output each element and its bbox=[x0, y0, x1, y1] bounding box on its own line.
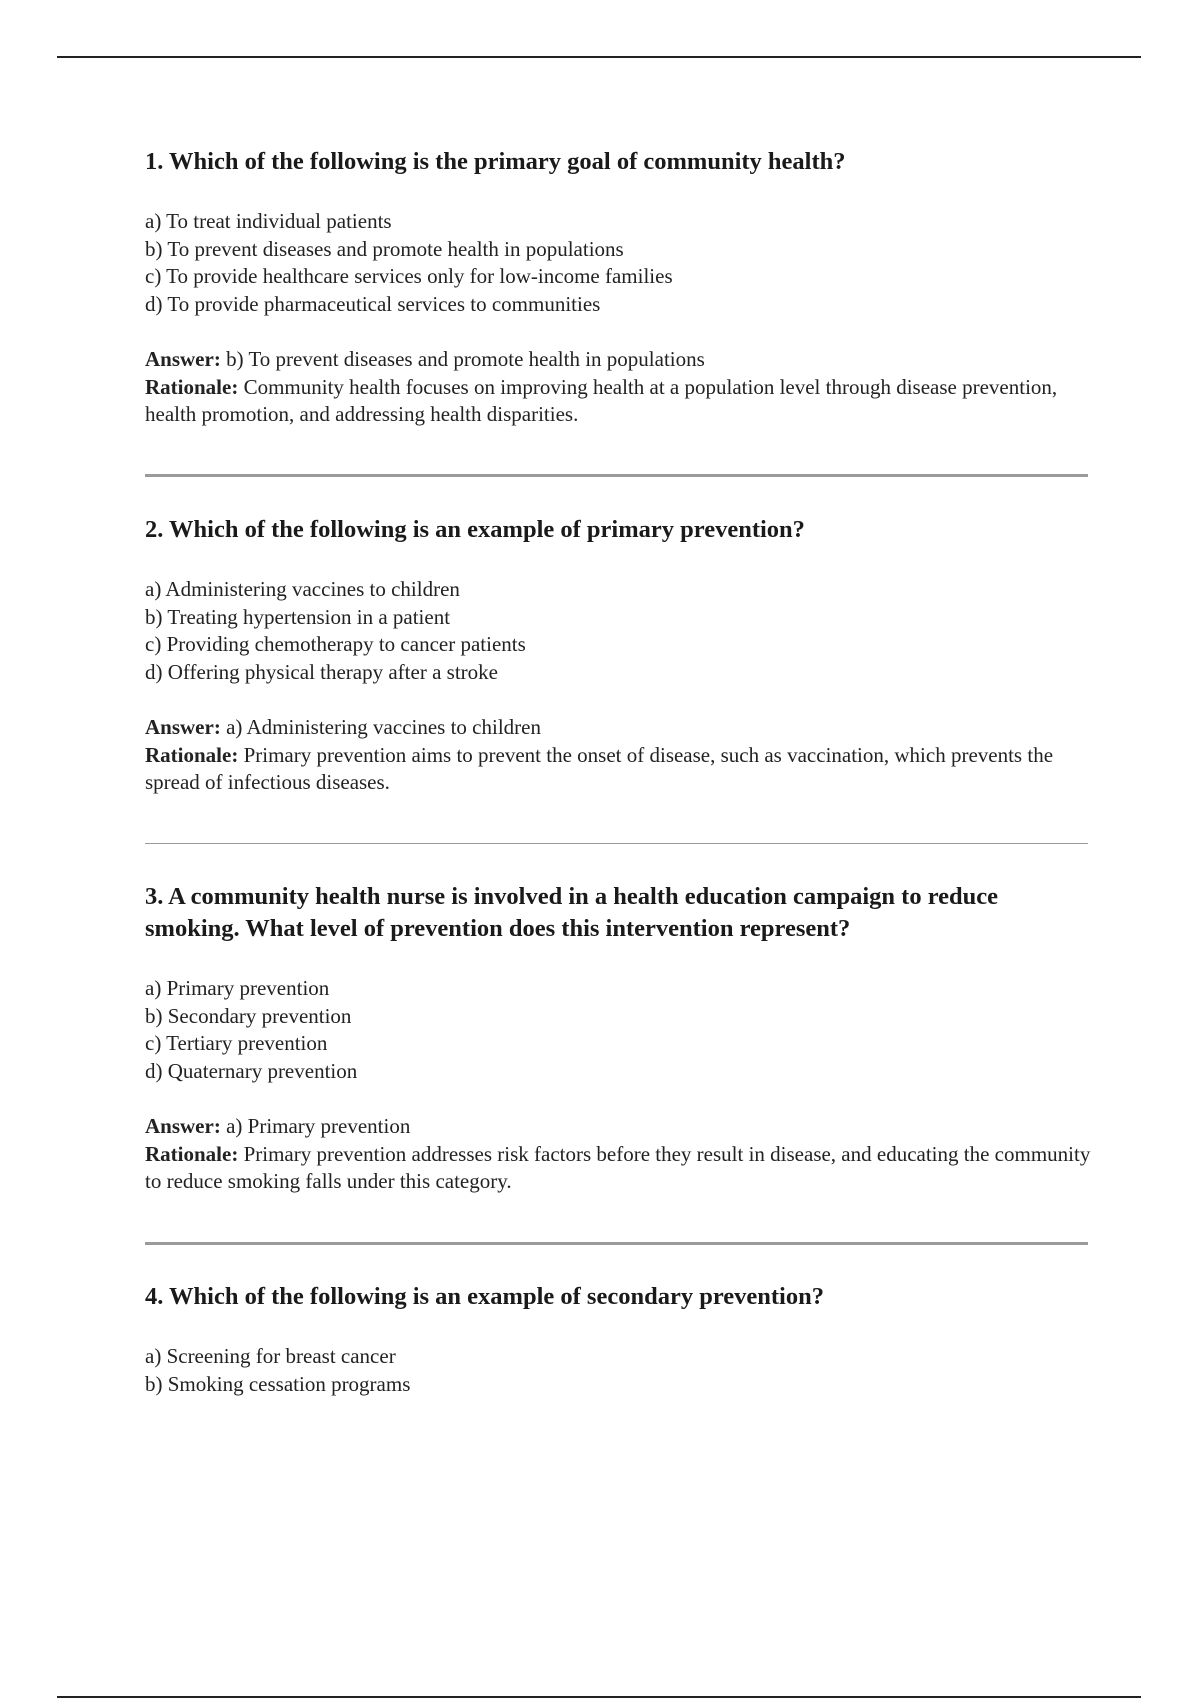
question-title: 4. Which of the following is an example of secondary prevention? bbox=[145, 1283, 824, 1310]
answer-block bbox=[145, 1113, 1095, 1196]
answer-label: Answer: bbox=[145, 715, 221, 739]
option: c) To provide healthcare services only for low-income families bbox=[145, 264, 673, 288]
option: b) Secondary prevention bbox=[145, 1003, 352, 1028]
answer-text: a) Primary prevention bbox=[226, 1114, 411, 1138]
option: a) Primary prevention bbox=[145, 976, 330, 1000]
answer-block bbox=[145, 346, 1095, 429]
separator bbox=[145, 474, 1088, 477]
answer-block bbox=[145, 714, 1095, 797]
option: a) Administering vaccines to children bbox=[145, 577, 460, 601]
header-rule bbox=[57, 56, 1141, 58]
answer-text: a) Administering vaccines to children bbox=[226, 715, 541, 739]
answer-text: b) To prevent diseases and promote health in populations bbox=[226, 347, 705, 371]
footer-rule bbox=[57, 1696, 1141, 1698]
question-title: 3. A community health nurse is involved in a health education campaign to reduce smoking. What level of prevention does this intervention represent? bbox=[145, 883, 999, 942]
separator bbox=[145, 1242, 1088, 1245]
question-2 bbox=[145, 514, 1095, 797]
option: a) Screening for breast cancer bbox=[145, 1344, 396, 1368]
option: c) Providing chemotherapy to cancer patients bbox=[145, 632, 526, 656]
rationale-label: Rationale: bbox=[145, 1141, 239, 1166]
rationale-text: Primary prevention addresses risk factors before they result in disease, and educating the community to reduce smoking falls under this category. bbox=[145, 1141, 1091, 1193]
question-title: 1. Which of the following is the primary goal of community health? bbox=[145, 148, 846, 175]
option: b) Smoking cessation programs bbox=[145, 1371, 411, 1396]
rationale-label: Rationale: bbox=[145, 374, 239, 399]
rationale-text: Community health focuses on improving health at a population level through disease prevention, health promotion, and addressing health disparities. bbox=[145, 374, 1058, 426]
question-3 bbox=[145, 881, 1095, 1196]
question-4 bbox=[145, 1281, 1095, 1398]
rationale-label: Rationale: bbox=[145, 742, 239, 767]
option: d) Quaternary prevention bbox=[145, 1058, 358, 1083]
separator bbox=[145, 843, 1088, 844]
option: c) Tertiary prevention bbox=[145, 1031, 328, 1055]
option: d) To provide pharmaceutical services to communities bbox=[145, 291, 601, 316]
option: d) Offering physical therapy after a stroke bbox=[145, 659, 498, 684]
rationale-text: Primary prevention aims to prevent the onset of disease, such as vaccination, which prevents the spread of infectious diseases. bbox=[145, 742, 1054, 794]
question-title: 2. Which of the following is an example of primary prevention? bbox=[145, 516, 805, 543]
option: b) Treating hypertension in a patient bbox=[145, 604, 451, 629]
option: b) To prevent diseases and promote health in populations bbox=[145, 236, 624, 261]
option: a) To treat individual patients bbox=[145, 209, 392, 233]
answer-label: Answer: bbox=[145, 347, 221, 371]
question-1 bbox=[145, 146, 1095, 429]
answer-label: Answer: bbox=[145, 1114, 221, 1138]
